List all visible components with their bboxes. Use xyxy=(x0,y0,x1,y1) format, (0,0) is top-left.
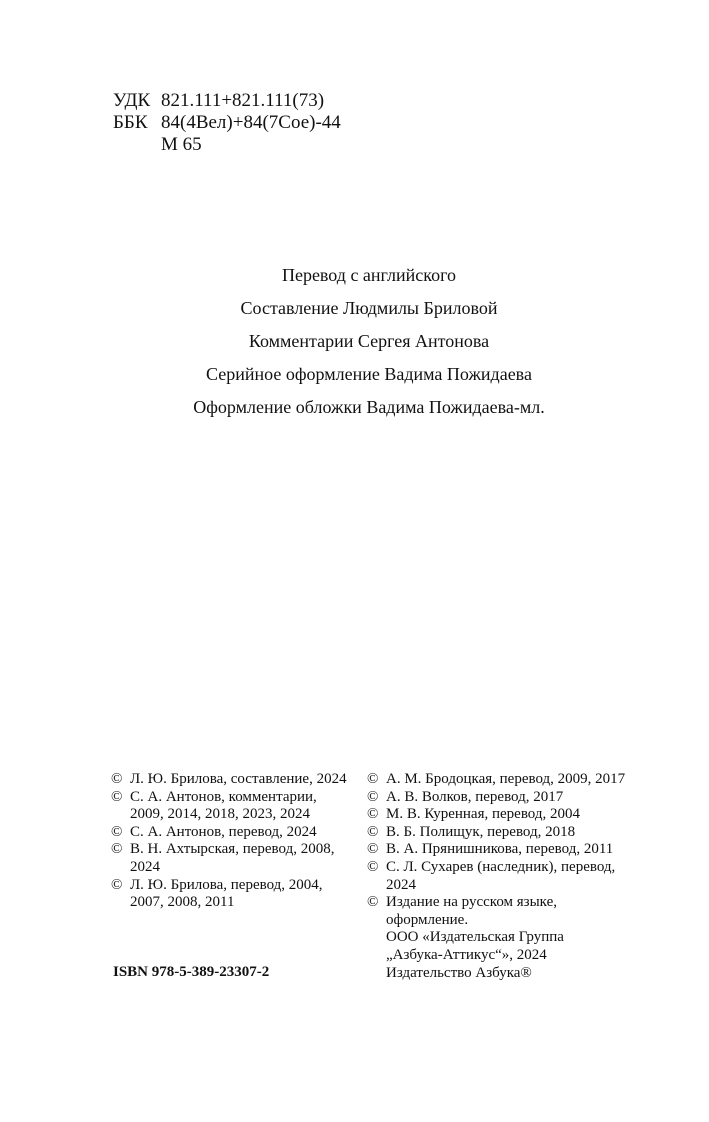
copyright-right-column xyxy=(367,771,637,982)
bbk-value: 84(4Вел)+84(7Сое)-44 xyxy=(161,112,341,133)
copyright-symbol: © xyxy=(367,841,379,858)
author-mark: М 65 xyxy=(161,134,202,155)
copyright-symbol: © xyxy=(111,771,123,787)
copyright-entry xyxy=(367,771,637,789)
copyright-symbol: © xyxy=(111,823,123,840)
copyright-entry xyxy=(111,771,363,789)
credits-block xyxy=(0,259,709,424)
classification-block xyxy=(113,90,341,156)
copyright-line: Издательство Азбука® xyxy=(386,964,532,981)
copyright-line: „Азбука-Аттикус“», 2024 xyxy=(386,946,547,963)
copyright-left-column xyxy=(111,771,363,912)
copyright-symbol: © xyxy=(111,788,123,805)
copyright-line: В. А. Прянишникова, перевод, 2011 xyxy=(386,841,614,858)
copyright-entry xyxy=(367,824,637,842)
copyright-line: Издание на русском языке, xyxy=(386,894,557,911)
copyright-line: В. Б. Полищук, перевод, 2018 xyxy=(386,823,576,840)
credit-commentary: Комментарии Сергея Антонова xyxy=(248,331,490,351)
copyright-line: С. А. Антонов, комментарии, xyxy=(130,788,317,805)
copyright-entry xyxy=(111,841,363,876)
copyright-symbol: © xyxy=(111,841,123,858)
copyright-line: 2007, 2008, 2011 xyxy=(130,894,235,911)
credit-series-design: Серийное оформление Вадима Пожидаева xyxy=(206,364,532,384)
copyright-line: 2024 xyxy=(386,876,416,893)
udk-value: 821.111+821.111(73) xyxy=(161,90,325,111)
isbn: ISBN 978-5-389-23307-2 xyxy=(113,964,270,980)
copyright-line: Л. Ю. Брилова, составление, 2024 xyxy=(130,771,347,787)
credit-compilation: Составление Людмилы Бриловой xyxy=(240,298,498,318)
copyright-symbol: © xyxy=(367,823,379,840)
credit-cover-design: Оформление обложки Вадима Пожидаева-мл. xyxy=(193,397,545,417)
copyright-line: Л. Ю. Брилова, перевод, 2004, xyxy=(130,876,323,893)
copyright-symbol: © xyxy=(367,806,379,823)
udk-label: УДК xyxy=(113,90,151,111)
udk-row xyxy=(113,90,341,112)
copyright-entry xyxy=(367,859,637,894)
copyright-line: С. А. Антонов, перевод, 2024 xyxy=(130,823,317,840)
author-mark-row xyxy=(113,134,341,156)
copyright-entry xyxy=(111,877,363,912)
copyright-line: А. М. Бродоцкая, перевод, 2009, 2017 xyxy=(386,771,626,787)
copyright-line: М. В. Куренная, перевод, 2004 xyxy=(386,806,581,823)
copyright-line: 2024 xyxy=(130,858,160,875)
copyright-entry xyxy=(367,894,637,982)
copyright-symbol: © xyxy=(367,771,379,787)
copyright-line: А. В. Волков, перевод, 2017 xyxy=(386,788,564,805)
copyright-symbol: © xyxy=(367,858,379,875)
copyright-line: 2009, 2014, 2018, 2023, 2024 xyxy=(130,806,310,823)
bbk-label: ББК xyxy=(113,112,148,133)
copyright-symbol: © xyxy=(111,876,123,893)
copyright-line: В. Н. Ахтырская, перевод, 2008, xyxy=(130,841,335,858)
copyright-entry xyxy=(367,806,637,824)
copyright-symbol: © xyxy=(367,788,379,805)
copyright-entry xyxy=(367,789,637,807)
copyright-entry xyxy=(111,824,363,842)
copyright-entry xyxy=(367,841,637,859)
copyright-entry xyxy=(111,789,363,824)
credit-translation: Перевод с английского xyxy=(281,265,457,285)
copyright-line: С. Л. Сухарев (наследник), перевод, xyxy=(386,858,616,875)
copyright-line: оформление. xyxy=(386,911,469,928)
bbk-row xyxy=(113,112,341,134)
copyright-line: ООО «Издательская Группа xyxy=(386,929,564,946)
copyright-symbol: © xyxy=(367,894,379,911)
